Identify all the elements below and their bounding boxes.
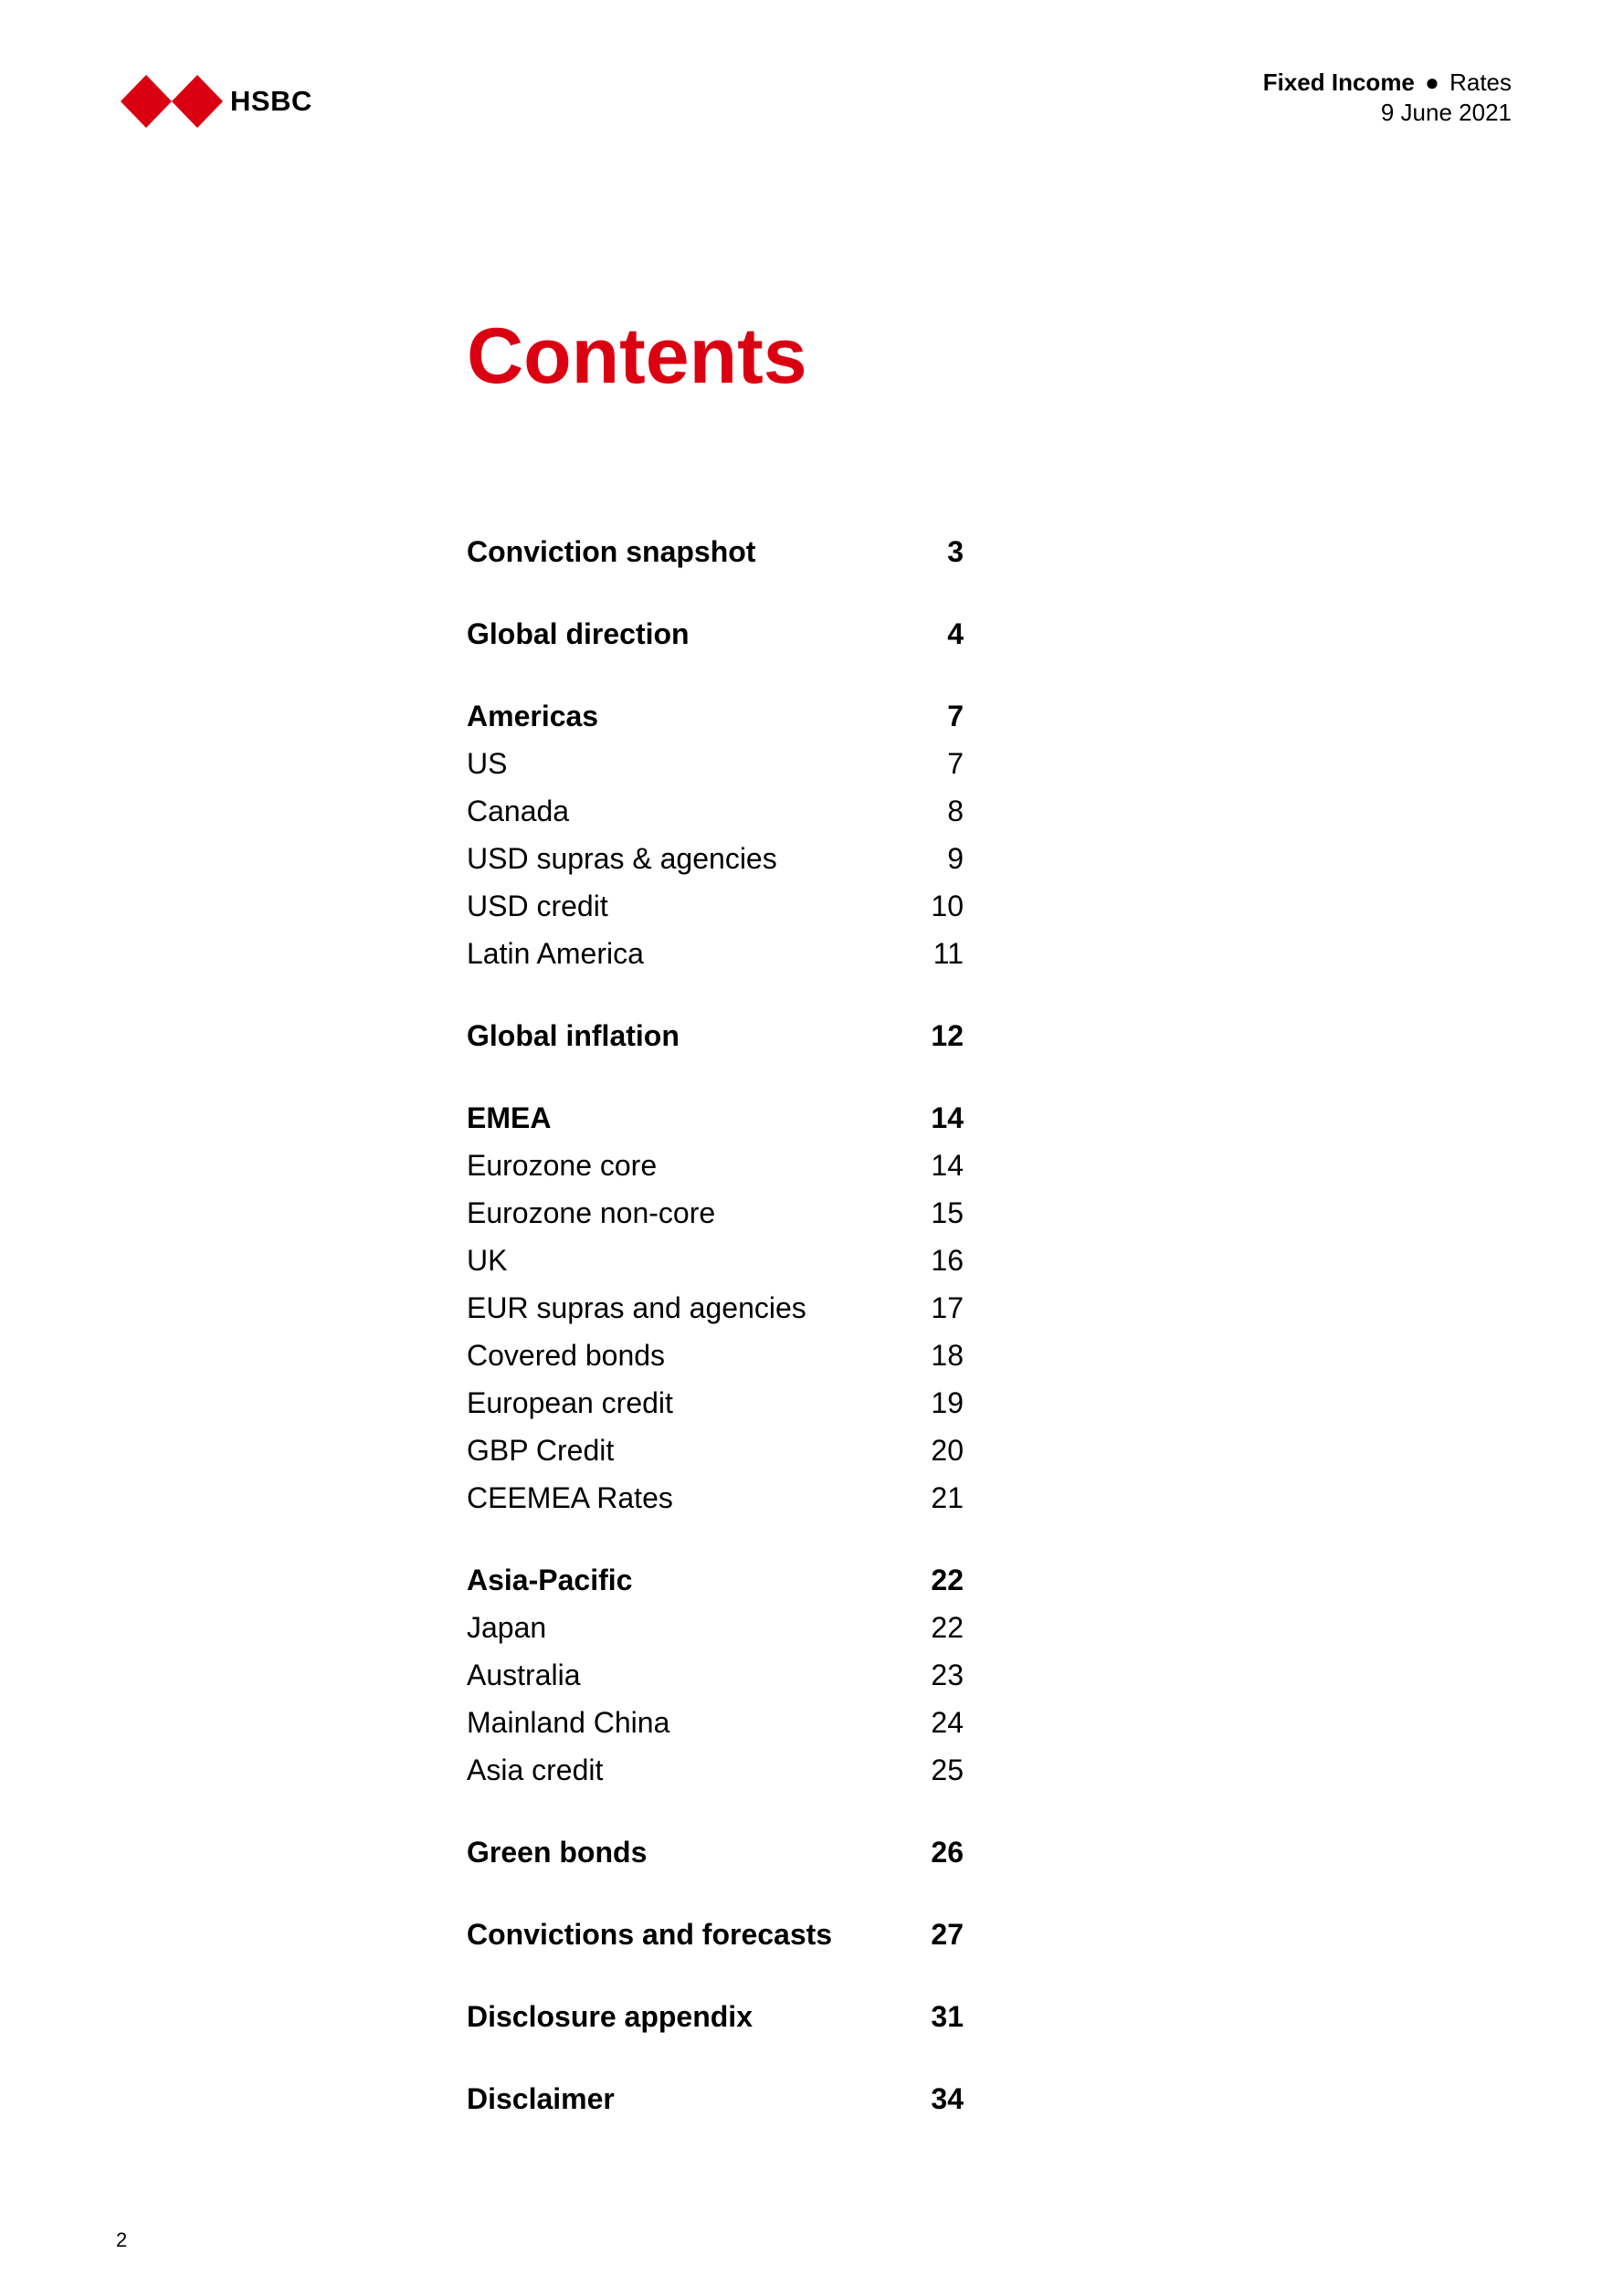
toc-group	[467, 1556, 964, 1794]
toc-entry-title: USD supras & agencies	[467, 842, 777, 875]
toc-entry-title: Americas	[467, 700, 599, 732]
header-section: Fixed Income	[1262, 68, 1415, 96]
toc-entry-title: Asia credit	[467, 1754, 604, 1786]
toc-entry-page: 12	[931, 1019, 964, 1052]
page-number: 2	[116, 2228, 128, 2251]
toc-entry-title: Convictions and forecasts	[467, 1918, 833, 1951]
toc-group	[467, 1993, 964, 2040]
toc-subsection-row[interactable]	[467, 882, 964, 930]
header-section-line	[1263, 68, 1512, 98]
toc-section-row[interactable]	[467, 1993, 964, 2040]
toc-section-row[interactable]	[467, 2075, 964, 2122]
toc-subsection-row[interactable]	[467, 1651, 964, 1699]
hsbc-logo	[121, 75, 312, 128]
toc-entry-title: Global inflation	[467, 1019, 680, 1052]
toc-entry-page: 14	[931, 1149, 964, 1182]
toc-section-row[interactable]	[467, 1012, 964, 1059]
toc-entry-title: US	[467, 747, 508, 780]
toc-entry-title: Asia-Pacific	[467, 1564, 633, 1596]
toc-group	[467, 528, 964, 575]
toc-entry-title: Disclaimer	[467, 2082, 615, 2115]
toc-entry-page: 14	[931, 1101, 964, 1134]
toc-group	[467, 1012, 964, 1059]
toc-section-row[interactable]	[467, 528, 964, 575]
toc-group	[467, 1828, 964, 1876]
page-title: Contents	[467, 312, 807, 400]
toc-entry-page: 23	[931, 1659, 964, 1691]
toc-entry-title: European credit	[467, 1386, 673, 1419]
toc-entry-title: EMEA	[467, 1101, 552, 1134]
toc-entry-page: 11	[933, 937, 964, 970]
toc-entry-page: 19	[931, 1386, 964, 1419]
toc-group	[467, 692, 964, 977]
toc-subsection-row[interactable]	[467, 787, 964, 835]
header-subsection: Rates	[1449, 68, 1512, 96]
toc-entry-page: 9	[947, 842, 964, 875]
toc-subsection-row[interactable]	[467, 1379, 964, 1427]
bullet-icon: ●	[1425, 68, 1439, 96]
toc-entry-title: Latin America	[467, 937, 644, 970]
toc-entry-title: Eurozone core	[467, 1149, 658, 1182]
toc-entry-page: 18	[931, 1339, 964, 1372]
toc-group	[467, 610, 964, 658]
header-date: 9 June 2021	[1380, 99, 1512, 126]
toc-entry-title: Mainland China	[467, 1706, 670, 1739]
toc-entry-page: 3	[947, 535, 964, 568]
table-of-contents	[467, 528, 964, 2157]
toc-entry-page: 7	[947, 747, 964, 780]
toc-subsection-row[interactable]	[467, 1604, 964, 1651]
toc-subsection-row[interactable]	[467, 930, 964, 977]
toc-entry-page: 10	[931, 890, 964, 922]
toc-subsection-row[interactable]	[467, 1332, 964, 1379]
toc-entry-page: 4	[947, 617, 964, 650]
toc-section-row[interactable]	[467, 1911, 964, 1958]
toc-entry-title: Disclosure appendix	[467, 2000, 753, 2033]
toc-entry-title: UK	[467, 1244, 508, 1277]
toc-entry-page: 25	[931, 1754, 964, 1786]
toc-group	[467, 2075, 964, 2122]
toc-entry-title: CEEMEA Rates	[467, 1481, 673, 1514]
toc-subsection-row[interactable]	[467, 1427, 964, 1474]
toc-entry-title: Conviction snapshot	[467, 535, 756, 568]
toc-subsection-row[interactable]	[467, 1474, 964, 1522]
toc-group	[467, 1911, 964, 1958]
toc-entry-page: 21	[931, 1481, 964, 1514]
hsbc-hexagon-icon	[121, 75, 223, 128]
toc-entry-page: 24	[931, 1706, 964, 1739]
toc-subsection-row[interactable]	[467, 740, 964, 787]
toc-entry-page: 22	[931, 1564, 964, 1596]
toc-entry-title: Covered bonds	[467, 1339, 666, 1372]
toc-section-row[interactable]	[467, 1094, 964, 1142]
toc-subsection-row[interactable]	[467, 1142, 964, 1189]
document-header	[1263, 68, 1512, 128]
toc-section-row[interactable]	[467, 610, 964, 658]
toc-section-row[interactable]	[467, 1828, 964, 1876]
toc-section-row[interactable]	[467, 692, 964, 740]
toc-entry-title: Green bonds	[467, 1836, 648, 1869]
toc-entry-page: 7	[947, 700, 964, 732]
toc-entry-page: 34	[931, 2082, 964, 2115]
toc-group	[467, 1094, 964, 1522]
toc-entry-page: 16	[931, 1244, 964, 1277]
toc-entry-title: GBP Credit	[467, 1434, 615, 1467]
toc-entry-page: 27	[931, 1918, 964, 1951]
toc-entry-page: 20	[931, 1434, 964, 1467]
toc-entry-title: Global direction	[467, 617, 690, 650]
toc-subsection-row[interactable]	[467, 835, 964, 882]
toc-entry-page: 22	[931, 1611, 964, 1644]
toc-section-row[interactable]	[467, 1556, 964, 1604]
toc-entry-page: 17	[931, 1291, 964, 1324]
toc-entry-page: 15	[931, 1196, 964, 1229]
toc-entry-title: Australia	[467, 1659, 581, 1691]
toc-subsection-row[interactable]	[467, 1746, 964, 1794]
hsbc-logo-text: HSBC	[230, 85, 312, 117]
toc-entry-title: USD credit	[467, 890, 608, 922]
toc-subsection-row[interactable]	[467, 1699, 964, 1746]
toc-entry-page: 31	[931, 2000, 964, 2033]
toc-entry-title: Japan	[467, 1611, 547, 1644]
toc-entry-title: Eurozone non-core	[467, 1196, 716, 1229]
toc-subsection-row[interactable]	[467, 1284, 964, 1332]
toc-entry-page: 8	[947, 795, 964, 827]
toc-subsection-row[interactable]	[467, 1237, 964, 1284]
toc-entry-title: Canada	[467, 795, 570, 827]
toc-subsection-row[interactable]	[467, 1189, 964, 1237]
toc-entry-title: EUR supras and agencies	[467, 1291, 806, 1324]
toc-entry-page: 26	[931, 1836, 964, 1869]
